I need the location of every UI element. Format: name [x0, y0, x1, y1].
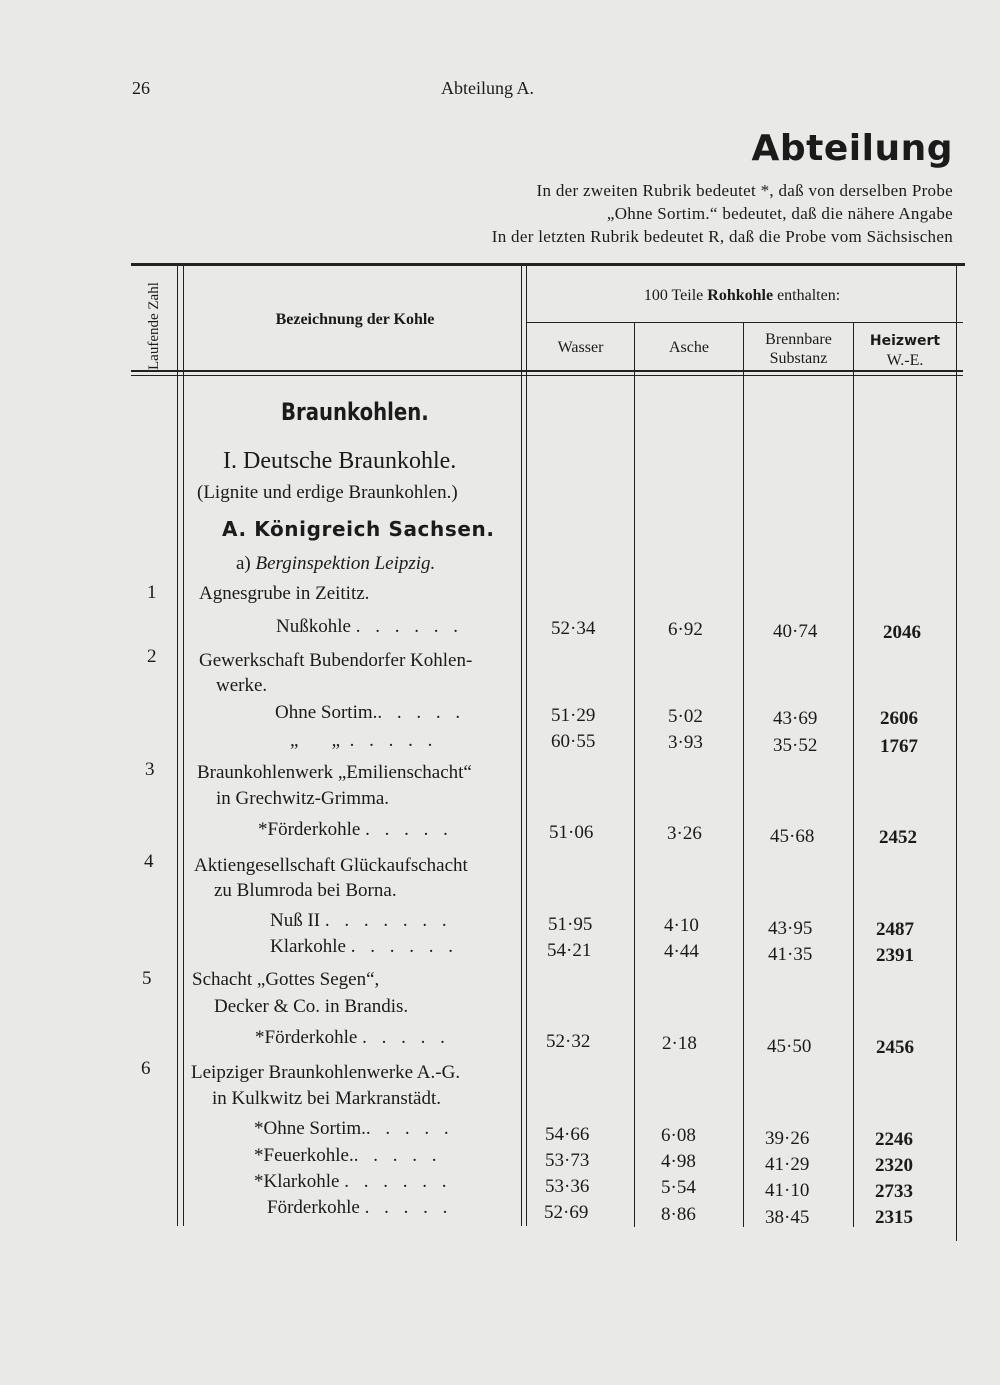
cell-brennbare: 43·95	[768, 918, 813, 939]
mine-name-line: zu Blumroda bei Borna.	[214, 880, 397, 901]
running-head: Abteilung A.	[441, 78, 534, 98]
sample-label: *Feuerkohle.. . . . .	[254, 1145, 442, 1166]
cell-wasser: 54·66	[545, 1124, 590, 1145]
cell-heizwert: 2487	[876, 919, 914, 940]
cell-brennbare: 35·52	[773, 735, 818, 756]
mine-name-line: Leipziger Braunkohlenwerke A.-G.	[191, 1062, 461, 1083]
mine-name-line: in Grechwitz-Grimma.	[216, 788, 390, 809]
header-wasser: Wasser	[557, 339, 604, 356]
cell-brennbare: 41·35	[768, 944, 813, 965]
sample-label: *Förderkohle . . . . .	[258, 819, 453, 840]
cell-asche: 5·54	[661, 1177, 696, 1198]
cell-heizwert: 2391	[876, 945, 914, 966]
cell-brennbare: 45·68	[770, 826, 815, 847]
cell-wasser: 51·29	[551, 705, 596, 726]
cell-heizwert: 2606	[880, 708, 918, 729]
header-laufende-zahl	[132, 282, 176, 370]
cell-heizwert: 2315	[875, 1207, 913, 1228]
cell-asche: 6·08	[661, 1125, 696, 1146]
mine-name-line: Schacht „Gottes Segen“,	[192, 969, 380, 990]
mine-name-line: Agnesgrube in Zeititz.	[199, 583, 370, 604]
cell-brennbare: 40·74	[773, 621, 818, 642]
row-number: 5	[142, 968, 152, 989]
col-divider-right	[956, 266, 957, 1241]
page-number: 26	[132, 78, 150, 98]
sample-label: *Klarkohle . . . . . .	[254, 1171, 452, 1192]
heading-deutsche-braunkohle: I. Deutsche Braunkohle.	[223, 448, 457, 474]
row-number: 3	[145, 759, 155, 780]
cell-brennbare: 39·26	[765, 1128, 810, 1149]
sample-label: Ohne Sortim.. . . . .	[275, 702, 466, 723]
cell-wasser: 60·55	[551, 731, 596, 752]
cell-brennbare: 45·50	[767, 1036, 812, 1057]
table-top-rule	[131, 263, 965, 266]
header-heizwert: Heizwert W.-E.	[869, 333, 941, 369]
cell-wasser: 54·21	[547, 940, 592, 961]
cell-heizwert: 2320	[875, 1155, 913, 1176]
header-bottom-rule-2	[131, 375, 963, 376]
cell-heizwert: 1767	[880, 736, 918, 757]
cell-brennbare: 43·69	[773, 708, 818, 729]
section-title: Abteilung	[751, 128, 953, 169]
row-number: 2	[147, 646, 157, 667]
cell-wasser: 51·06	[549, 822, 594, 843]
row-number: 1	[147, 582, 157, 603]
header-asche: Asche	[669, 339, 709, 356]
mine-name-line: Decker & Co. in Brandis.	[214, 996, 409, 1017]
cell-asche: 4·44	[664, 941, 699, 962]
col-divider-name-a	[521, 266, 522, 1226]
cell-wasser: 52·34	[551, 618, 596, 639]
heading-berginspektion: a) Berginspektion Leipzig.	[236, 553, 436, 574]
cell-asche: 3·93	[668, 732, 703, 753]
cell-asche: 3·26	[667, 823, 702, 844]
heading-koenigreich-sachsen: A. Königreich Sachsen.	[222, 517, 495, 541]
sample-label: Nußkohle . . . . . .	[276, 616, 463, 637]
cell-wasser: 53·73	[545, 1150, 590, 1171]
sample-label: Förderkohle . . . . .	[267, 1197, 453, 1218]
col-divider-asche	[743, 322, 744, 1227]
intro-line-3: In der letzten Rubrik bedeutet R, daß die Probe vom Sächsischen	[491, 227, 953, 246]
cell-wasser: 52·32	[546, 1031, 591, 1052]
intro-line-2: „Ohne Sortim.“ bedeutet, daß die nähere Angabe	[606, 204, 953, 223]
col-divider-brennbare	[853, 322, 854, 1227]
group-rule	[526, 322, 963, 323]
cell-brennbare: 38·45	[765, 1207, 810, 1228]
mine-name-line: werke.	[216, 675, 268, 696]
cell-asche: 4·10	[664, 915, 699, 936]
col-divider-nr-b	[183, 266, 184, 1226]
mine-name-line: in Kulkwitz bei Markranstädt.	[212, 1088, 442, 1109]
cell-heizwert: 2733	[875, 1181, 913, 1202]
cell-heizwert: 2452	[879, 827, 917, 848]
intro-line-1: In der zweiten Rubrik bedeutet *, daß von derselben Probe	[536, 181, 953, 200]
mine-name-line: Gewerkschaft Bubendorfer Kohlen-	[199, 650, 473, 671]
cell-wasser: 51·95	[548, 914, 593, 935]
sample-label: Klarkohle . . . . . .	[270, 936, 458, 957]
cell-asche: 8·86	[661, 1204, 696, 1225]
header-brennbare: Brennbare Substanz	[765, 331, 832, 367]
sample-label: Nuß II . . . . . . .	[270, 910, 452, 931]
cell-brennbare: 41·29	[765, 1154, 810, 1175]
header-laufende-zahl-text: Laufende Zahl	[146, 282, 162, 370]
sample-label: *Förderkohle . . . . .	[255, 1027, 450, 1048]
mine-name-line: Braunkohlenwerk „Emilienschacht“	[197, 762, 472, 783]
heading-braunkohlen: Braunkohlen.	[281, 398, 429, 426]
row-number: 6	[141, 1058, 151, 1079]
heading-lignite: (Lignite und erdige Braunkohlen.)	[197, 482, 458, 503]
row-number: 4	[144, 851, 154, 872]
cell-asche: 6·92	[668, 619, 703, 640]
cell-asche: 4·98	[661, 1151, 696, 1172]
header-bezeichnung: Bezeichnung der Kohle	[275, 311, 435, 328]
col-divider-name-b	[526, 266, 527, 1226]
col-divider-nr-a	[177, 266, 178, 1226]
cell-wasser: 53·36	[545, 1176, 590, 1197]
cell-heizwert: 2456	[876, 1037, 914, 1058]
header-group: 100 Teile Rohkohle enthalten:	[643, 287, 841, 304]
cell-asche: 5·02	[668, 706, 703, 727]
cell-wasser: 52·69	[544, 1202, 589, 1223]
cell-brennbare: 41·10	[765, 1180, 810, 1201]
cell-heizwert: 2246	[875, 1129, 913, 1150]
cell-asche: 2·18	[662, 1033, 697, 1054]
mine-name-line: Aktiengesellschaft Glückaufschacht	[194, 855, 468, 876]
sample-label: „ „ . . . . .	[290, 730, 438, 751]
header-bottom-rule	[131, 370, 963, 372]
cell-heizwert: 2046	[883, 622, 921, 643]
col-divider-wasser	[634, 322, 635, 1227]
sample-label: *Ohne Sortim.. . . . .	[254, 1118, 454, 1139]
